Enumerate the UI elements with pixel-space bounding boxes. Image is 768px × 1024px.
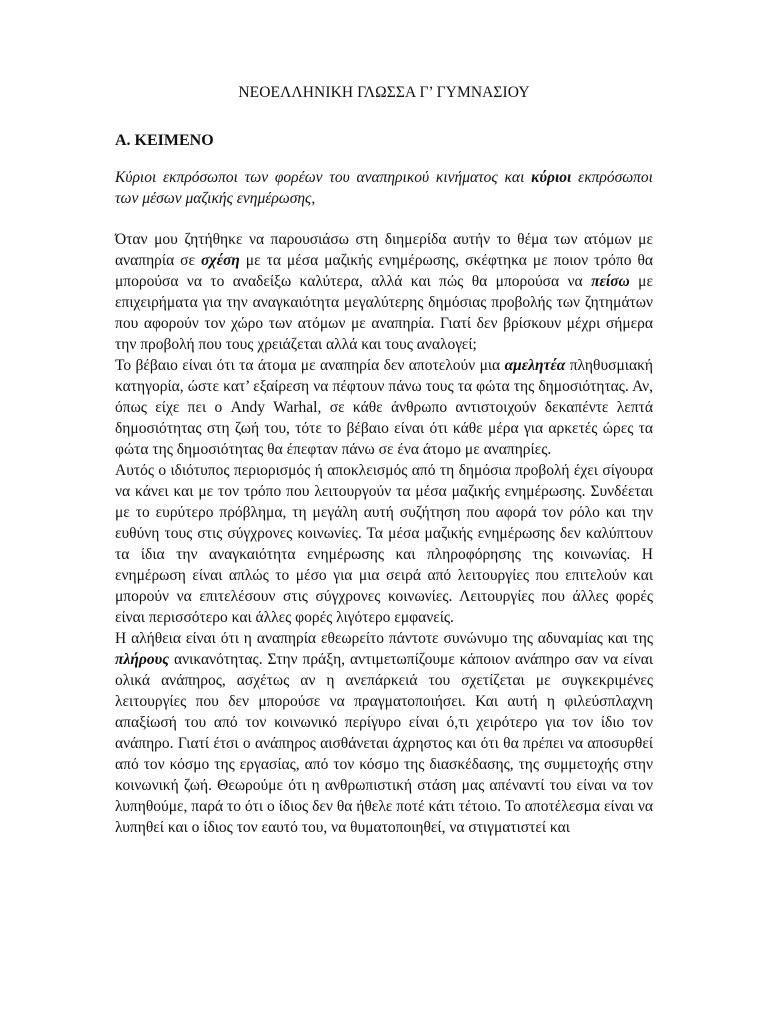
document-page bbox=[115, 84, 653, 838]
paragraph-2-text-a: Το βέβαιο είναι ότι τα άτομα με αναπηρία δεν αποτελούν μια bbox=[115, 357, 505, 374]
paragraph-4-text-b: ανικανότητας. Στην πράξη, αντιμετωπίζουμε κάποιον ανάπηρο σαν να είναι ολικά ανάπηρος, ασχέτως αν η ανεπάρκειά του σχετίζεται με συγκεκριμένες λειτουργίες που δεν μπορούσε να πραγματοποιήσει. Και αυτή η φιλεύσπλαχνη απαξίωσή του από τον κοινωνικό περίγυρο είναι ό,τι χειρότερο για τον ίδιο τον ανάπηρο. Γιατί έτσι ο ανάπηρος αισθάνεται άχρηστος και ότι θα πρέπει να αποσυρθεί από τον κόσμο της εργασίας, από τον κόσμο της διασκέδασης, της συμμετοχής στην κοινωνική ζωή. Θεωρούμε ότι η ανθρωπιστική στάση μας απέναντί του είναι να τον λυπηθούμε, παρά το ότι ο ίδιος δεν θα ήθελε ποτέ κάτι τέτοιο. Το αποτέλεσμα είναι να λυπηθεί και ο ίδιος τον εαυτό του, να θυματοποιηθεί, να στιγματιστεί και bbox=[115, 651, 653, 836]
keyword-plirous: πλήρους bbox=[115, 651, 170, 668]
keyword-peiso: πείσω bbox=[591, 273, 630, 290]
paragraph-1 bbox=[115, 229, 653, 355]
paragraph-1-text-b: με τα μέσα μαζικής ενημέρωσης, σκέφτηκα με ποιον τρόπο θα μπορούσα να το αναδείξω καλύτερα, αλλά και πώς θα μπορούσα να bbox=[115, 252, 653, 290]
salutation-text-2: εκπρόσωποι των μέσων μαζικής ενημέρωσης, bbox=[115, 169, 653, 207]
keyword-ameliteа: αμελητέα bbox=[504, 357, 566, 374]
salutation-text-1: Κύριοι εκπρόσωποι των φορέων του αναπηρικού κινήματος και bbox=[115, 169, 532, 186]
paragraph-1-text-c: με επιχειρήματα για την αναγκαιότητα μεγαλύτερης δημόσιας προβολής των ζητημάτων που αφορούν τον χώρο των ατόμων με αναπηρία. Γιατί δεν βρίσκουν μέχρι σήμερα την προβολή που τους χρειάζεται αλλά και τους αναλογεί; bbox=[115, 273, 653, 353]
paragraph-2 bbox=[115, 355, 653, 460]
paragraph-1-text-a: Όταν μου ζητήθηκε να παρουσιάσω στη διημερίδα αυτήν το θέμα των ατόμων με αναπηρία σε bbox=[115, 231, 653, 269]
paragraph-4 bbox=[115, 628, 653, 838]
paragraph-2-text-b: πληθυσμιακή κατηγορία, ώστε κατ’ εξαίρεση να πέφτουν πάνω τους τα φώτα της δημοσιότητας. Αν, όπως είχε πει ο Andy Warhal, σε κάθε άνθρωπο αντιστοιχούν δεκαπέντε λεπτά δημοσιότητας στη ζωή του, τότε το βέβαιο είναι ότι κάθε μέρα για αρκετές ώρες τα φώτα της δημοσιότητας θα έπεφταν πάνω σε ένα άτομο με αναπηρίες. bbox=[115, 357, 653, 458]
paragraph-3 bbox=[115, 460, 653, 628]
section-heading: Α. ΚΕΙΜΕΝΟ bbox=[115, 132, 214, 149]
paragraph-4-text-a: Η αλήθεια είναι ότι η αναπηρία εθεωρείτο πάντοτε συνώνυμο της αδυναμίας και της bbox=[115, 630, 653, 647]
salutation bbox=[115, 167, 653, 209]
salutation-emphasis: κύριοι bbox=[531, 169, 572, 186]
paragraph-3-text-a: Αυτός ο ιδιότυπος περιορισμός ή αποκλεισμός από τη δημόσια προβολή έχει σίγουρα να κάνει και με τον τρόπο που λειτουργούν τα μέσα μαζικής ενημέρωσης. Συνδέεται με το ευρύτερο πρόβλημα, τη μεγάλη αυτή συζήτηση που αφορά τον ρόλο και την ευθύνη τους στις σύγχρονες κοινωνίες. Τα μέσα μαζικής ενημέρωσης δεν καλύπτουν τα ίδια την αναγκαιότητα ενημέρωσης και πληροφόρησης της κοινωνίας. Η ενημέρωση είναι απλώς το μέσο για μια σειρά από λειτουργίες που επιτελούν και μπορούν να επιτελέσουν στις σύγχρονες κοινωνίες. Λειτουργίες που άλλες φορές είναι περισσότερο και άλλες φορές λιγότερο εμφανείς. bbox=[115, 462, 653, 626]
keyword-sxesi: σχέση bbox=[201, 252, 240, 269]
document-title: ΝΕΟΕΛΛΗΝΙΚΗ ΓΛΩΣΣΑ Γ’ ΓΥΜΝΑΣΙΟΥ bbox=[238, 84, 530, 101]
